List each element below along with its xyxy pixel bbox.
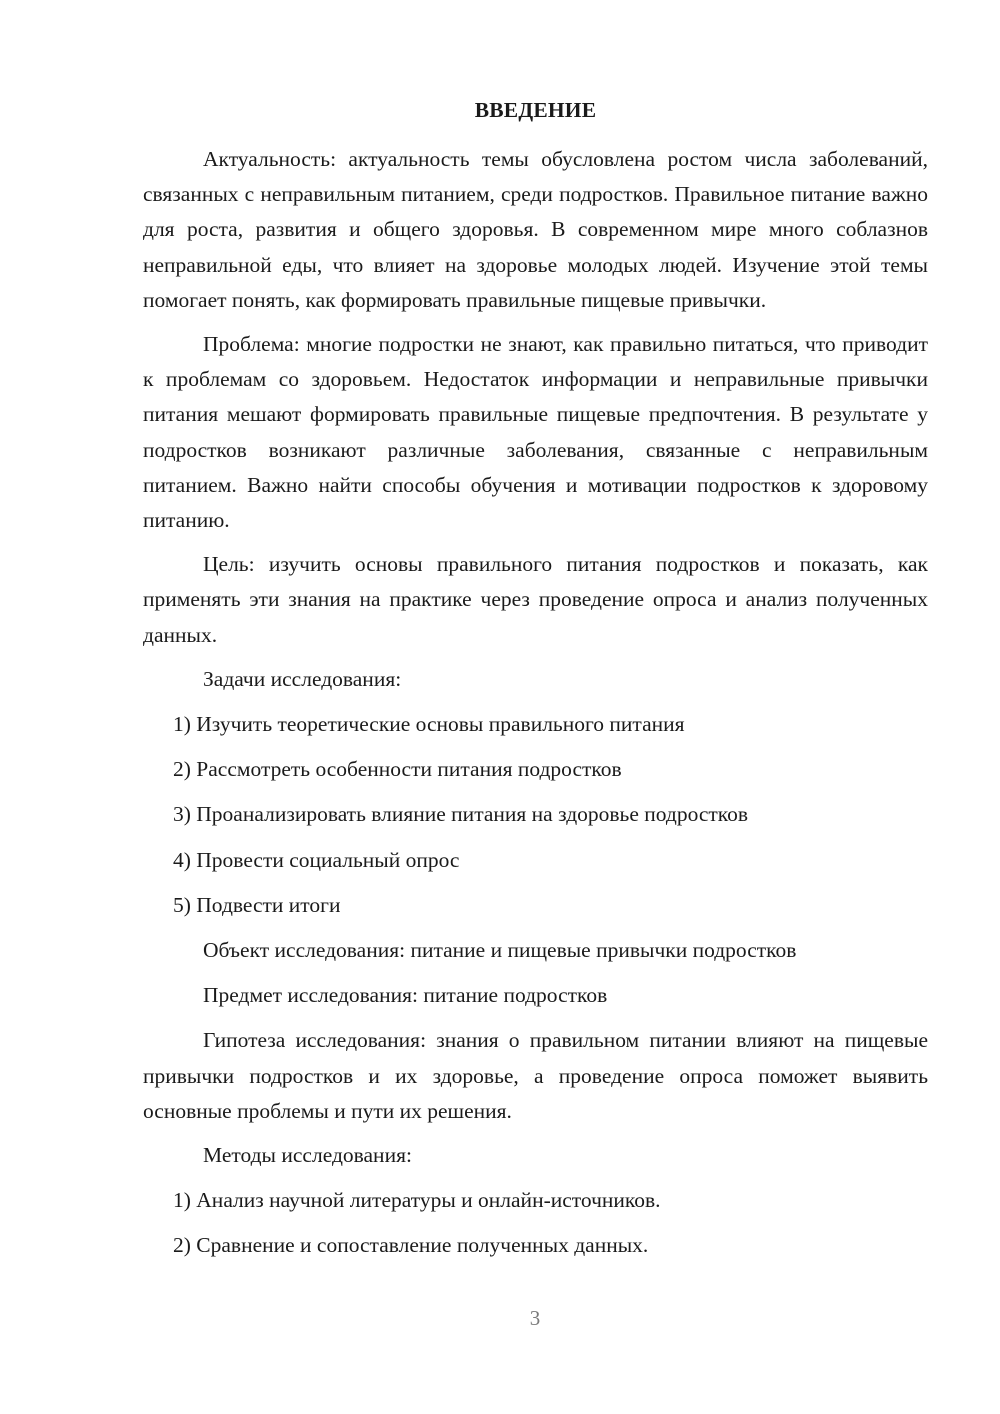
task-item: 5) Подвести итоги xyxy=(173,892,341,917)
task-item: 4) Провести социальный опрос xyxy=(173,847,460,872)
page-number: 3 xyxy=(529,1306,541,1330)
method-item: 2) Сравнение и сопоставление полученных данных. xyxy=(173,1233,649,1258)
page-title: ВВЕДЕНИЕ xyxy=(474,98,597,122)
relevance-paragraph: Актуальность: актуальность темы обусловлена ростом числа заболеваний, связанных с неправильным питанием, среди подростков. Правильное питание важно для роста, развития и общего здоровья. В современном мире много соблазнов неправильной еды, что влияет на здоровье молодых людей. Изучение этой темы помогает понять, как формировать правильные пищевые привычки. xyxy=(143,147,928,312)
problem-paragraph: Проблема: многие подростки не знают, как правильно питаться, что приводит к проблемам со здоровьем. Недостаток информации и неправильные привычки питания мешают формировать правильные пищевые предпочтения. В результате у подростков возникают различные заболевания, связанные с неправильным питанием. Важно найти способы обучения и мотивации подростков к здоровому питанию. xyxy=(143,332,928,533)
task-item: 3) Проанализировать влияние питания на здоровье подростков xyxy=(173,802,749,827)
hypothesis-paragraph: Гипотеза исследования: знания о правильном питании влияют на пищевые привычки подростков и их здоровье, а проведение опроса поможет выявить основные проблемы и пути их решения. xyxy=(143,1028,928,1123)
page-content xyxy=(143,92,928,1274)
object-line: Объект исследования: питание и пищевые привычки подростков xyxy=(203,938,797,963)
goal-paragraph: Цель: изучить основы правильного питания подростков и показать, как применять эти знания на практике через проведение опроса и анализ полученных данных. xyxy=(143,552,928,647)
task-item: 1) Изучить теоретические основы правильного питания xyxy=(173,712,685,737)
method-item: 1) Анализ научной литературы и онлайн-источников. xyxy=(173,1188,661,1213)
subject-line: Предмет исследования: питание подростков xyxy=(203,983,608,1008)
methods-heading: Методы исследования: xyxy=(203,1143,412,1168)
tasks-heading: Задачи исследования: xyxy=(203,666,402,691)
task-item: 2) Рассмотреть особенности питания подростков xyxy=(173,757,622,782)
